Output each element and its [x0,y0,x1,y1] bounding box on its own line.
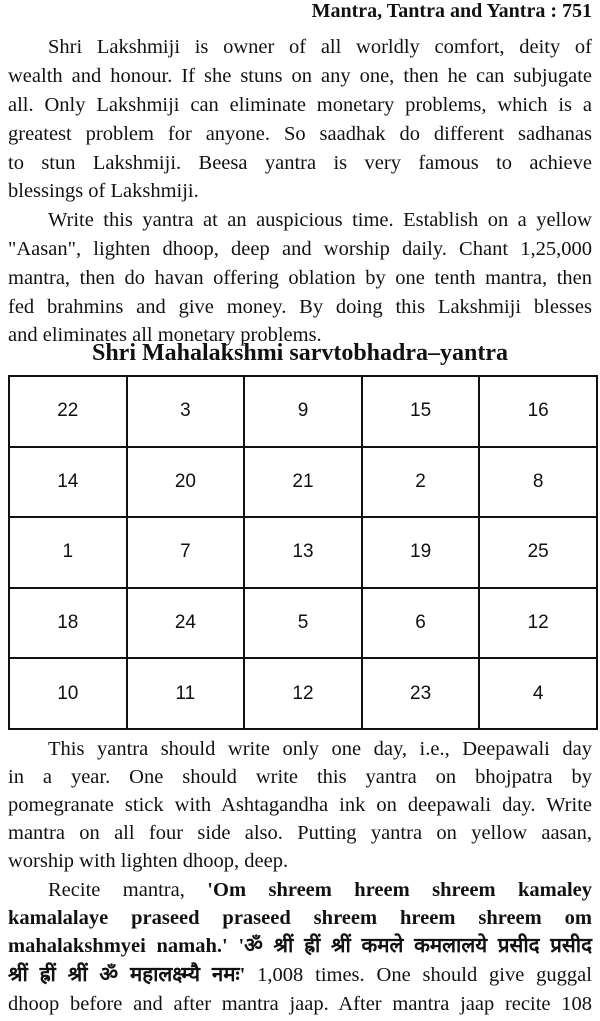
grid-cell: 4 [479,658,597,729]
mantra-text: 'Om shreem hreem shreem kamaley [207,879,592,901]
mantra-text: mahalakshmyei namah.' 'ॐ श्रीं ह्रीं श्रीं कमले कमलालये प्रसीद प्रसीद [8,935,592,957]
grid-cell: 6 [362,588,480,659]
grid-cell: 18 [9,588,127,659]
text-line: pomegranate stick with Ashtagandha ink on deepawali day. Write [8,794,592,816]
grid-cell: 11 [127,658,245,729]
text-line: "Aasan", lighten dhoop, deep and worship daily. Chant 1,25,000 [8,238,592,260]
grid-cell: 13 [244,517,362,588]
grid-cell: 23 [362,658,480,729]
text-line: Shri Lakshmiji is owner of all worldly comfort, deity of [48,36,592,58]
text-line: in a year. One should write this yantra on bhojpatra by [8,766,592,788]
text-span: 1,008 times. One should give guggal [245,964,592,986]
grid-cell: 20 [127,447,245,518]
grid-cell: 14 [9,447,127,518]
grid-cell: 22 [9,376,127,447]
text-line [8,961,592,989]
grid-cell: 1 [9,517,127,588]
grid-cell: 16 [479,376,597,447]
grid-cell: 8 [479,447,597,518]
text-line: all. Only Lakshmiji can eliminate monetary problems, which is a [8,94,592,116]
mantra-text: श्रीं ह्रीं श्रीं ॐ महालक्ष्म्यै नमः' [8,964,246,986]
grid-cell: 12 [244,658,362,729]
grid-row [9,376,597,447]
text-line: to stun Lakshmiji. Beesa yantra is very famous to achieve [8,152,592,174]
grid-row [9,447,597,518]
running-header: Mantra, Tantra and Yantra : 751 [311,0,592,22]
grid-row [9,517,597,588]
text-span: Recite mantra, [48,879,208,901]
text-line: wealth and honour. If she stuns on any one, then he can subjugate [8,65,592,87]
grid-cell: 9 [244,376,362,447]
grid-cell: 2 [362,447,480,518]
text-line: dhoop before and after mantra jaap. After mantra jaap recite 108 [8,993,592,1015]
text-line [48,876,592,904]
text-line: Write this yantra at an auspicious time. Establish on a yellow [48,209,592,231]
text-line: greatest problem for anyone. So saadhak do different sadhanas [8,123,592,145]
text-line: and eliminates all monetary problems. [8,324,322,346]
grid-cell: 25 [479,517,597,588]
grid-cell: 21 [244,447,362,518]
grid-row [9,658,597,729]
grid-cell: 5 [244,588,362,659]
mantra-text: kamalalaye praseed praseed shreem hreem shreem om [8,907,592,929]
text-line: worship with lighten dhoop, deep. [8,850,289,872]
yantra-grid [8,375,598,730]
text-line [8,932,592,960]
grid-cell: 15 [362,376,480,447]
text-line: This yantra should write only one day, i.e., Deepawali day [48,738,592,760]
text-line: mantra, then do havan offering oblation by one tenth mantra, then [8,267,592,289]
text-line [8,904,592,932]
grid-cell: 12 [479,588,597,659]
text-line: fed brahmins and give money. By doing this Lakshmiji blesses [8,296,592,318]
grid-cell: 7 [127,517,245,588]
grid-cell: 10 [9,658,127,729]
grid-cell: 19 [362,517,480,588]
grid-cell: 3 [127,376,245,447]
grid-cell: 24 [127,588,245,659]
text-line: blessings of Lakshmiji. [8,180,199,202]
text-line: mantra on all four side also. Putting yantra on yellow aasan, [8,822,592,844]
yantra-title: Shri Mahalakshmi sarvtobhadra–yantra [91,340,509,366]
grid-row [9,588,597,659]
